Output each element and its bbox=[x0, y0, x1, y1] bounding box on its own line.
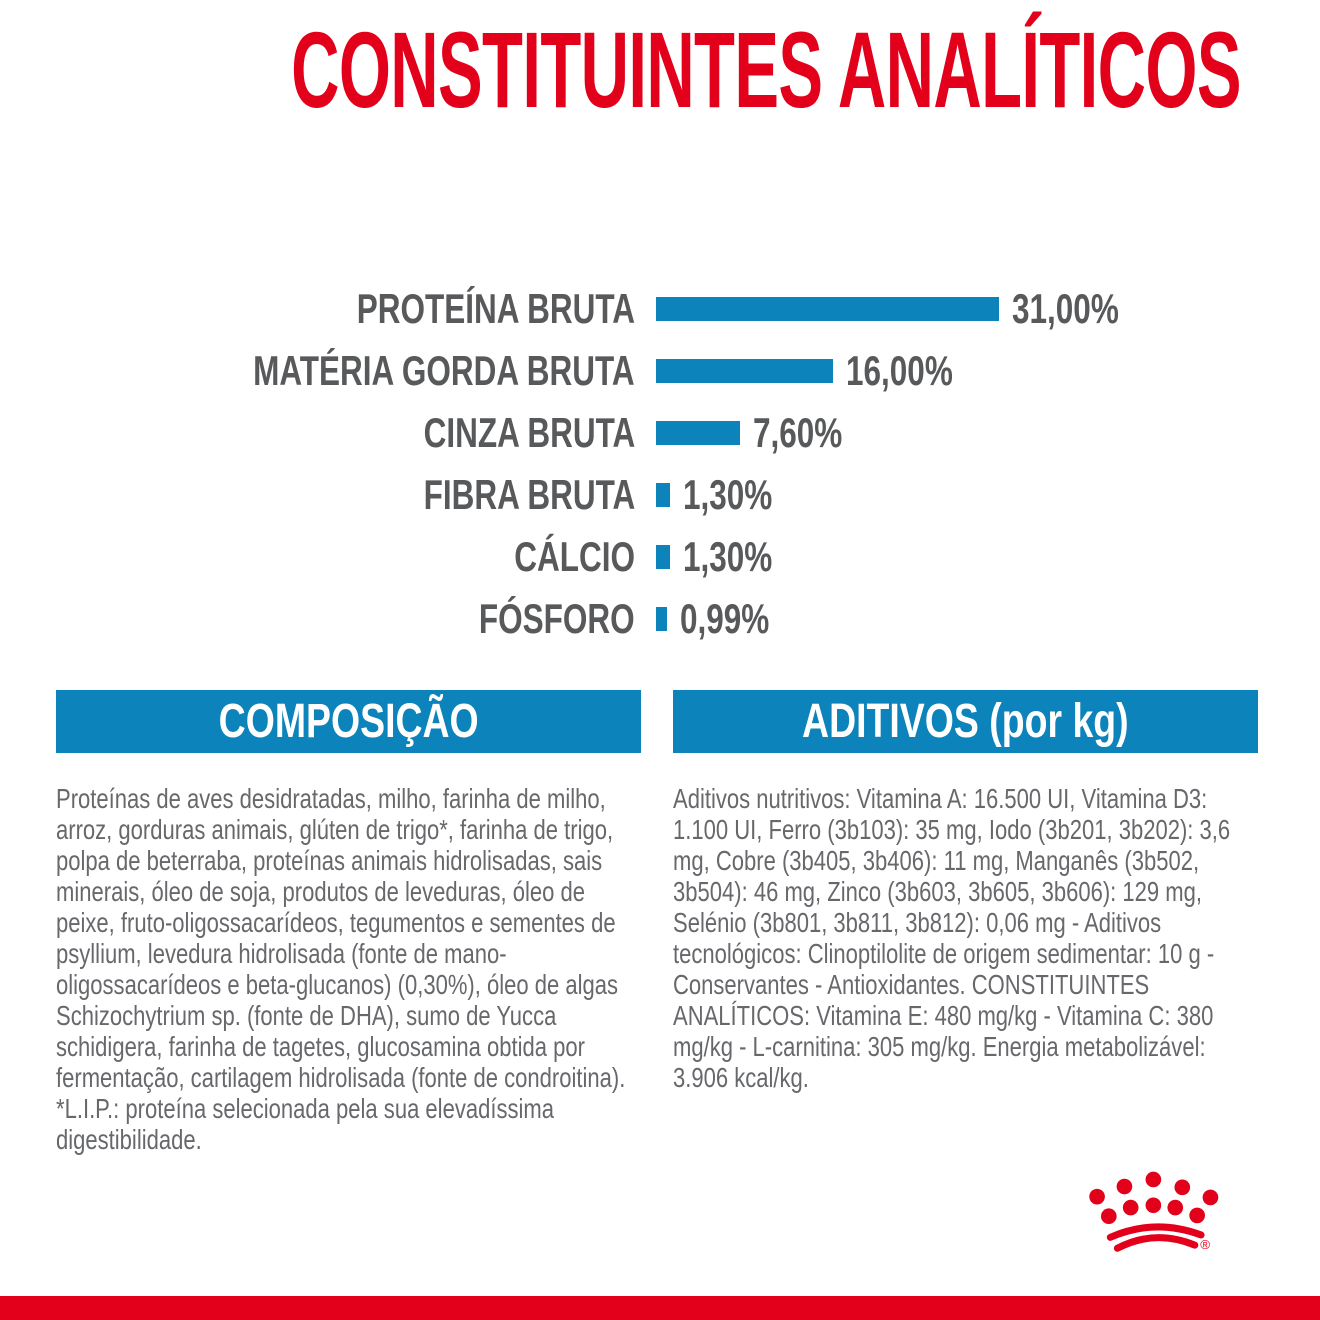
chart-category-label bbox=[0, 471, 635, 519]
chart-value-label bbox=[1012, 285, 1154, 333]
chart-row bbox=[0, 464, 1320, 526]
chart-value-label-text: 1,30% bbox=[683, 471, 773, 518]
chart-value-label bbox=[680, 595, 799, 643]
chart-value-label bbox=[683, 471, 802, 519]
chart-category-label bbox=[0, 285, 635, 333]
chart-category-label bbox=[0, 533, 635, 581]
chart-row bbox=[0, 588, 1320, 650]
chart-value-label-text: 7,60% bbox=[753, 409, 843, 456]
chart-category-label-text: FIBRA BRUTA bbox=[423, 471, 635, 518]
royal-canin-crown-logo-icon bbox=[1083, 1166, 1255, 1268]
chart-category-label-text: CINZA BRUTA bbox=[423, 409, 635, 456]
analytical-constituents-chart bbox=[0, 278, 1320, 650]
chart-category-label-text: FÓSFORO bbox=[479, 595, 635, 642]
additives-body-text: Aditivos nutritivos: Vitamina A: 16.500 UI, Vitamina D3: 1.100 UI, Ferro (3b103): 35 mg, Iodo (3b201, 3b202): 3,6 mg, Cobre (3b405, 3b406): 11 mg, Manganês (3b502, 3b504): 46 mg, Zinco (3b603, 3b605, 3b606): 129 mg, Selénio (3b801, 3b811, 3b812): 0,06 mg - Aditivos tecnológicos: Clinoptilolite de origem sedimentar: 10 g - Conservantes - Antioxidantes. CONSTITUINTES ANALÍTICOS: Vitamina E: 480 mg/kg - Vitamina C: 380 mg/kg - L-carnitina: 305 mg/kg. Energia metabolizável: 3.906 kcal/kg. bbox=[673, 783, 1231, 1093]
registered-trademark-icon: ® bbox=[1200, 1237, 1211, 1253]
chart-category-label-text: CÁLCIO bbox=[514, 533, 635, 580]
chart-category-label-text: PROTEÍNA BRUTA bbox=[356, 285, 635, 332]
chart-row bbox=[0, 402, 1320, 464]
chart-value-label bbox=[846, 347, 988, 395]
chart-bar bbox=[656, 359, 833, 383]
bottom-red-bar bbox=[0, 1296, 1320, 1320]
chart-row bbox=[0, 526, 1320, 588]
chart-row bbox=[0, 340, 1320, 402]
additives-header-label: ADITIVOS (por kg) bbox=[802, 695, 1129, 748]
chart-value-label-text: 1,30% bbox=[683, 533, 773, 580]
page-title-text: CONSTITUINTES ANALÍTICOS bbox=[291, 9, 1241, 130]
composition-body-text: Proteínas de aves desidratadas, milho, farinha de milho, arroz, gorduras animais, glúten de trigo*, farinha de trigo, polpa de beterraba, proteínas animais hidrolisadas, sais minerais, óleo de soja, produtos de leveduras, óleo de peixe, fruto-oligossacarídeos, tegumentos e sementes de psyllium, levedura hidrolisada (fonte de mano-oligossacarídeos e beta-glucanos) (0,30%), óleo de algas Schizochytrium sp. (fonte de DHA), sumo de Yucca schidigera, farinha de tagetes, glucosamina obtida por fermentação, cartilagem hidrolisada (fonte de condroitina). *L.I.P.: proteína selecionada pela sua elevadíssima digestibilidade. bbox=[56, 783, 626, 1155]
chart-value-label bbox=[683, 533, 802, 581]
chart-bar bbox=[656, 297, 999, 321]
composition-header-label: COMPOSIÇÃO bbox=[218, 695, 479, 748]
chart-value-label-text: 16,00% bbox=[846, 347, 953, 394]
chart-value-label-text: 31,00% bbox=[1012, 285, 1119, 332]
chart-category-label bbox=[0, 409, 635, 457]
chart-value-label bbox=[753, 409, 872, 457]
chart-bar bbox=[656, 545, 670, 569]
page-title bbox=[0, 10, 1320, 130]
chart-bar bbox=[656, 607, 667, 631]
chart-rows bbox=[0, 278, 1320, 650]
chart-category-label-text: MATÉRIA GORDA BRUTA bbox=[253, 347, 635, 394]
composition-section bbox=[56, 690, 641, 1183]
chart-category-label bbox=[0, 595, 635, 643]
additives-header bbox=[673, 690, 1258, 753]
chart-category-label bbox=[0, 347, 635, 395]
composition-header bbox=[56, 690, 641, 753]
chart-bar bbox=[656, 421, 740, 445]
additives-section bbox=[673, 690, 1258, 1121]
chart-bar bbox=[656, 483, 670, 507]
chart-row bbox=[0, 278, 1320, 340]
chart-value-label-text: 0,99% bbox=[680, 595, 770, 642]
